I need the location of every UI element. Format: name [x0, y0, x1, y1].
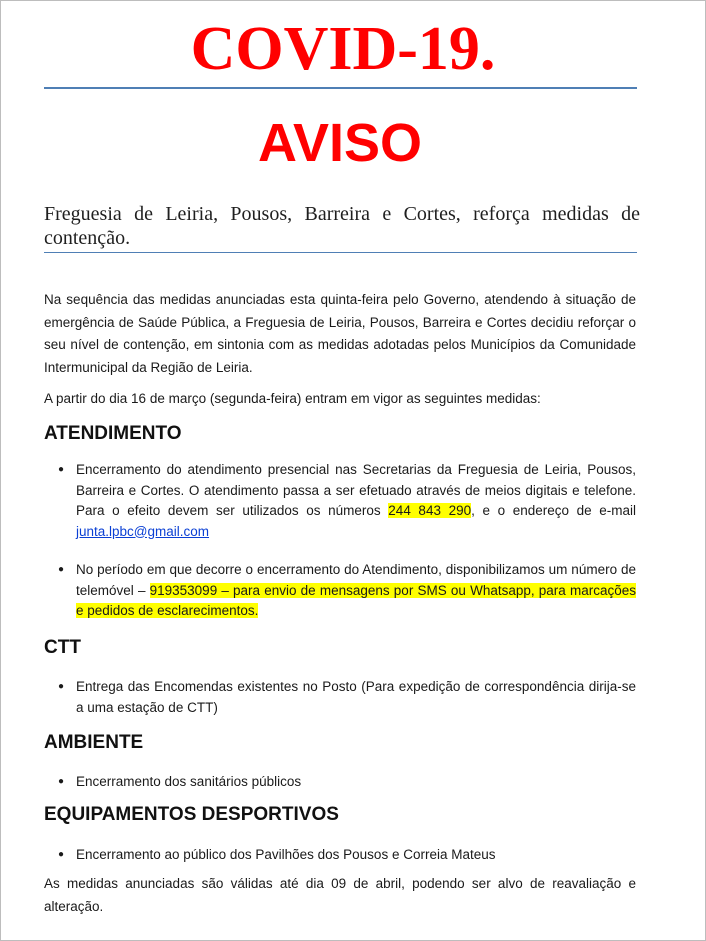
section-heading-ambiente: AMBIENTE [44, 732, 144, 753]
ctt-item-text: Entrega das Encomendas existentes no Posto (Para expedição de correspondência dirija-se a uma estação de CTT) [76, 679, 636, 715]
section-heading-ctt: CTT [44, 637, 81, 658]
page-title: COVID-19. [190, 15, 496, 83]
section-heading-equipamentos: EQUIPAMENTOS DESPORTIVOS [44, 804, 339, 825]
phone-number-highlight: 244 843 290 [388, 503, 472, 518]
list-item [58, 560, 636, 622]
atendimento-item1-mid: , e o endereço de e-mail [471, 503, 637, 518]
ambiente-item-text: Encerramento dos sanitários públicos [76, 774, 302, 789]
section-heading-atendimento: ATENDIMENTO [44, 423, 182, 444]
atendimento-item1-text: Encerramento do atendimento presencial nas Secretarias da Freguesia de Leiria, Pousos, Barreira e Cortes. O atendimento passa a ser efetuado através de meios digitais e telefone. Para o efeito devem ser utilizados os números [76, 462, 636, 518]
bullet-icon: ● [58, 681, 65, 692]
list-item [58, 677, 636, 718]
notice-heading: AVISO [257, 113, 423, 173]
list-item-text [76, 460, 636, 542]
subtitle: Freguesia de Leiria, Pousos, Barreira e Cortes, reforça medidas de contenção. [44, 203, 640, 249]
subtitle-divider [44, 252, 637, 253]
mobile-number-highlight: 919353099 – para envio de mensagens por SMS ou Whatsapp, para marcações e pedidos de esclarecimentos. [76, 582, 636, 618]
intro-paragraph: Na sequência das medidas anunciadas esta quinta-feira pelo Governo, atendendo à situação de emergência de Saúde Pública, a Freguesia de Leiria, Pousos, Barreira e Cortes decidiu reforçar o seu nível de contenção, em sintonia com as medidas adotadas pelos Municípios da Comunidade Intermunicipal da Região de Leiria. [44, 292, 636, 375]
closing-paragraph: As medidas anunciadas são válidas até dia 09 de abril, podendo ser alvo de reavaliação e alteração. [44, 876, 636, 914]
list-item [58, 460, 636, 542]
equipamentos-item-text: Encerramento ao público dos Pavilhões dos Pousos e Correia Mateus [76, 847, 496, 862]
bullet-icon: ● [58, 849, 65, 860]
list-item-text [76, 560, 636, 622]
bullet-icon: ● [58, 776, 65, 787]
bullet-icon: ● [58, 464, 65, 475]
measures-intro: A partir do dia 16 de março (segunda-feira) entram em vigor as seguintes medidas: [44, 391, 541, 406]
title-divider [44, 87, 637, 89]
list-item [58, 772, 636, 793]
bullet-icon: ● [58, 564, 65, 575]
list-item [58, 845, 636, 866]
email-link[interactable]: junta.lpbc@gmail.com [76, 523, 210, 539]
atendimento-item2-text: No período em que decorre o encerramento do Atendimento, disponibilizamos um número de telemóvel – [76, 562, 636, 598]
